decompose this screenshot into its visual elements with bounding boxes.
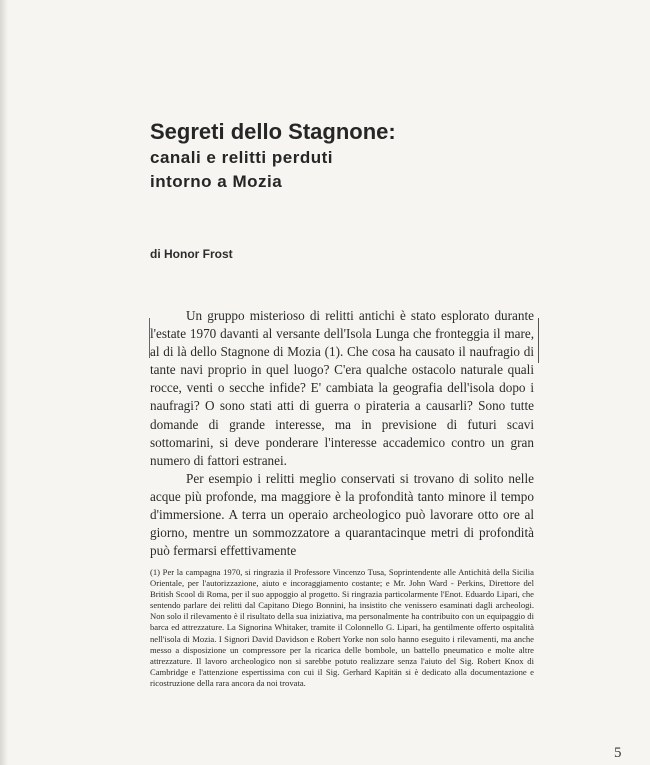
page-number: 5 <box>614 745 622 761</box>
footnote <box>150 567 534 689</box>
margin-rule-right <box>538 318 539 363</box>
body-paragraph-2: Per esempio i relitti meglio conservati si trovano di solito nelle acque più profonde, ma maggiore è la profondità tanto minore il tempo d'immersione. A terra un operaio archeologico può lavorare otto ore al giorno, mentre un sommozzatore a quarantacinque metri di profondità può fermarsi effettivamente <box>150 470 534 559</box>
article-author: di Honor Frost <box>150 247 233 261</box>
article-subtitle-line-1: canali e relitti perduti <box>150 148 333 167</box>
article-title: Segreti dello Stagnone: <box>150 119 396 144</box>
page-edge-shadow <box>0 0 8 765</box>
article-body <box>150 307 534 560</box>
body-paragraph-1: Un gruppo misterioso di relitti antichi è stato esplorato durante l'estate 1970 davanti al versante dell'Isola Lunga che fronteggia il mare, al di là dello Stagnone di Mozia (1). Che cosa ha causato il naufragio di tante navi proprio in quel luogo? C'era qualche ostacolo naturale quali rocce, venti o secche infide? E' cambiata la geografia dell'isola dopo i naufragi? O sono stati atti di guerra o pirateria a causarli? Sono tutte domande di grande interesse, ma in previsione di futuri scavi sottomarini, si deve ponderare l'interesse accademico contro un gran numero di fattori estranei. <box>150 308 534 468</box>
article-subtitle-line-2: intorno a Mozia <box>150 172 283 191</box>
footnote-text: (1) Per la campagna 1970, si ringrazia il Professore Vincenzo Tusa, Soprintendente alle Antichità della Sicilia Orientale, per l'autorizzazione, aiuto e incoraggiamento costante; e Mr. John Ward - Perkins, Direttore del British Scool di Roma, per il suo appoggio al progetto. Si ringrazia particolarmente l'Enot. Eduardo Lipari, che sentendo parlare dei relitti dal Capitano Diego Bonnini, ha insistito che venissero esaminati dagli archeologi. Non solo il rilevamento è il risultato della sua iniziativa, ma personalmente ha contribuito con un equipaggio di barca ed attrezzature. La Signorina Whitaker, tramite il Colonnello G. Lipari, ha gentilmente offerto ospitalità nell'isola di Mozia. I Signori David Davidson e Robert Yorke non solo hanno eseguito i rilevamenti, ma anche messo a disposizione un compressore per la ricarica delle bombole, un battello pneumatico e molte altre attrezzature. Il lavoro archeologico non si sarebbe potuto realizzare senza l'aiuto del Sig. Robert Knox di Cambridge e l'attenzione espertissima con cui il Sig. Gerhard Kapitän si è dedicato alla documentazione e ricostruzione della rara ancora da noi trovata. <box>150 567 534 688</box>
title-block <box>150 118 550 194</box>
